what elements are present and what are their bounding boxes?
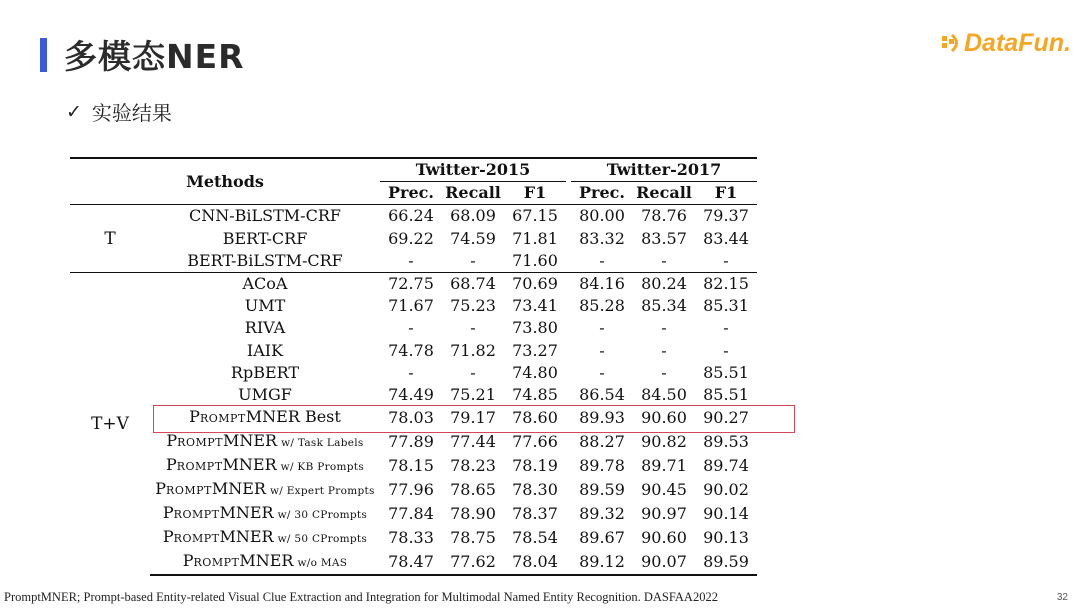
- cell: 74.80: [512, 362, 558, 382]
- page-number: 32: [1056, 592, 1068, 603]
- table-row: [70, 250, 757, 273]
- cell: 89.12: [571, 550, 633, 575]
- cell: -: [470, 362, 476, 382]
- cell: 89.59: [579, 480, 625, 500]
- cell: 79.37: [695, 205, 757, 228]
- table-row: [70, 454, 757, 478]
- table-row: [70, 272, 757, 295]
- cell: 71.67: [388, 296, 434, 316]
- cell: -: [599, 250, 605, 270]
- datafun-logo-icon: [940, 32, 962, 54]
- cell: 71.82: [450, 340, 496, 360]
- best-row-highlight-box: [153, 405, 795, 433]
- metric-prec-2015: Prec.: [388, 183, 434, 203]
- cell: 85.51: [703, 362, 749, 382]
- cell: 68.74: [442, 272, 504, 295]
- method-name: UMGF: [238, 384, 292, 404]
- cell: 85.28: [579, 296, 625, 316]
- cell: 80.24: [633, 272, 695, 295]
- method-name: PROMPTMNER w/ Task Labels: [166, 431, 364, 451]
- cell: 84.50: [641, 384, 687, 404]
- metric-recall-2017: Recall: [636, 183, 692, 203]
- cell: 90.13: [703, 528, 749, 548]
- cell: 83.32: [579, 228, 625, 248]
- cell: -: [661, 250, 667, 270]
- page-title: 多模态NER: [64, 37, 245, 76]
- cell: 90.97: [641, 504, 687, 524]
- cell: 74.49: [388, 384, 434, 404]
- cell: 89.67: [579, 528, 625, 548]
- cell: 78.03: [388, 408, 434, 428]
- method-name: UMT: [244, 296, 286, 316]
- cell: 89.53: [703, 432, 749, 452]
- cell: 75.21: [450, 384, 496, 404]
- cell: -: [408, 318, 414, 338]
- cell: 89.74: [703, 456, 749, 476]
- group-label-t: T: [70, 205, 150, 273]
- cell: 73.41: [512, 296, 558, 316]
- cell: 80.00: [571, 205, 633, 228]
- checkmark-icon: ✓: [66, 100, 82, 123]
- table-row: [70, 526, 757, 550]
- cell: 68.09: [442, 205, 504, 228]
- method-name: CNN-BiLSTM-CRF: [150, 205, 380, 228]
- cell: 90.45: [641, 480, 687, 500]
- cell: 90.60: [641, 528, 687, 548]
- cell: 69.22: [388, 228, 434, 248]
- method-name: BERT-CRF: [222, 228, 308, 248]
- cell: 89.78: [579, 456, 625, 476]
- cell: 78.75: [450, 528, 496, 548]
- cell: 78.33: [388, 528, 434, 548]
- table-row: [70, 502, 757, 526]
- cell: 90.02: [703, 480, 749, 500]
- table-row: [70, 317, 757, 339]
- cell: 88.27: [579, 432, 625, 452]
- logo-text: DataFun.: [964, 28, 1071, 57]
- table-row: [70, 228, 757, 250]
- cell: 70.69: [504, 272, 566, 295]
- cell: 78.23: [450, 456, 496, 476]
- cell: 78.15: [388, 456, 434, 476]
- dataset-header-twitter2015: Twitter-2015: [380, 158, 566, 182]
- method-name: PROMPTMNER w/ Expert Prompts: [155, 479, 375, 499]
- cell: 78.76: [633, 205, 695, 228]
- cell: 89.59: [695, 550, 757, 575]
- cell: 85.34: [641, 296, 687, 316]
- cell: 89.71: [641, 456, 687, 476]
- cell: 78.90: [450, 504, 496, 524]
- cell: -: [723, 318, 729, 338]
- cell: 86.54: [579, 384, 625, 404]
- cell: 84.16: [571, 272, 633, 295]
- cell: 74.59: [450, 228, 496, 248]
- metric-prec-2017: Prec.: [579, 183, 625, 203]
- table-row: [70, 478, 757, 502]
- cell: -: [661, 340, 667, 360]
- cell: 90.27: [703, 408, 749, 428]
- citation-footer: PromptMNER; Prompt-based Entity-related Visual Clue Extraction and Integration for Multimodal Named Entity Recognition. DASFAA2022: [4, 590, 718, 604]
- table-row: [70, 205, 757, 228]
- method-name: RpBERT: [230, 362, 300, 382]
- results-table: [70, 157, 757, 576]
- method-name: ACoA: [150, 272, 380, 295]
- cell: -: [723, 340, 729, 360]
- cell: -: [599, 362, 605, 382]
- cell: 90.82: [641, 432, 687, 452]
- methods-header: Methods: [70, 158, 380, 205]
- table-row: [70, 295, 757, 317]
- cell: 90.60: [641, 408, 687, 428]
- cell: 77.89: [388, 432, 434, 452]
- method-name: PROMPTMNER w/o MAS: [150, 550, 380, 575]
- cell: 78.60: [512, 408, 558, 428]
- cell: 71.60: [512, 250, 558, 270]
- header-row-datasets: [70, 158, 757, 182]
- cell: 89.32: [579, 504, 625, 524]
- cell: 77.62: [442, 550, 504, 575]
- cell: -: [408, 362, 414, 382]
- cell: 67.15: [504, 205, 566, 228]
- cell: 75.23: [450, 296, 496, 316]
- datafun-logo: [940, 26, 1071, 60]
- cell: 71.81: [512, 228, 558, 248]
- cell: -: [661, 362, 667, 382]
- group-label-tv: T+V: [70, 272, 150, 575]
- cell: -: [599, 318, 605, 338]
- cell: 74.85: [512, 384, 558, 404]
- cell: -: [470, 318, 476, 338]
- cell: 79.17: [450, 408, 496, 428]
- table-row: [70, 340, 757, 362]
- cell: 78.47: [380, 550, 442, 575]
- cell: 78.30: [512, 480, 558, 500]
- cell: 77.96: [388, 480, 434, 500]
- cell: 82.15: [695, 272, 757, 295]
- method-name: RIVA: [244, 318, 286, 338]
- metric-f1-2017: F1: [714, 183, 738, 203]
- cell: 83.44: [703, 228, 749, 248]
- cell: 90.07: [633, 550, 695, 575]
- cell: 66.24: [380, 205, 442, 228]
- cell: 90.14: [703, 504, 749, 524]
- cell: 89.93: [579, 408, 625, 428]
- cell: -: [723, 250, 729, 270]
- cell: 73.80: [512, 318, 558, 338]
- table-row: [70, 430, 757, 454]
- method-name: PROMPTMNER Best: [189, 407, 341, 427]
- table-row: [70, 384, 757, 406]
- method-name: IAIK: [246, 340, 284, 360]
- table-row: [70, 362, 757, 384]
- cell: 85.51: [703, 384, 749, 404]
- cell: 78.65: [450, 480, 496, 500]
- cell: 78.04: [504, 550, 566, 575]
- method-name: PROMPTMNER w/ KB Prompts: [165, 455, 365, 475]
- cell: -: [408, 250, 414, 270]
- cell: 83.57: [641, 228, 687, 248]
- method-name: BERT-BiLSTM-CRF: [187, 250, 343, 270]
- cell: 72.75: [380, 272, 442, 295]
- dataset-header-twitter2017: Twitter-2017: [571, 158, 757, 182]
- cell: 73.27: [512, 340, 558, 360]
- cell: -: [470, 250, 476, 270]
- table-row: [70, 550, 757, 575]
- cell: 77.84: [388, 504, 434, 524]
- method-name: PROMPTMNER w/ 30 CPrompts: [162, 503, 368, 523]
- subtitle-text: 实验结果: [91, 101, 172, 125]
- cell: -: [599, 340, 605, 360]
- cell: -: [661, 318, 667, 338]
- section-subtitle: [66, 97, 172, 126]
- cell: 78.37: [512, 504, 558, 524]
- cell: 74.78: [388, 340, 434, 360]
- metric-recall-2015: Recall: [445, 183, 501, 203]
- method-name: PROMPTMNER w/ 50 CPrompts: [162, 527, 368, 547]
- cell: 77.44: [450, 432, 496, 452]
- title-accent-bar: [40, 38, 47, 72]
- cell: 78.19: [512, 456, 558, 476]
- cell: 78.54: [512, 528, 558, 548]
- cell: 77.66: [512, 432, 558, 452]
- cell: 85.31: [703, 296, 749, 316]
- metric-f1-2015: F1: [523, 183, 547, 203]
